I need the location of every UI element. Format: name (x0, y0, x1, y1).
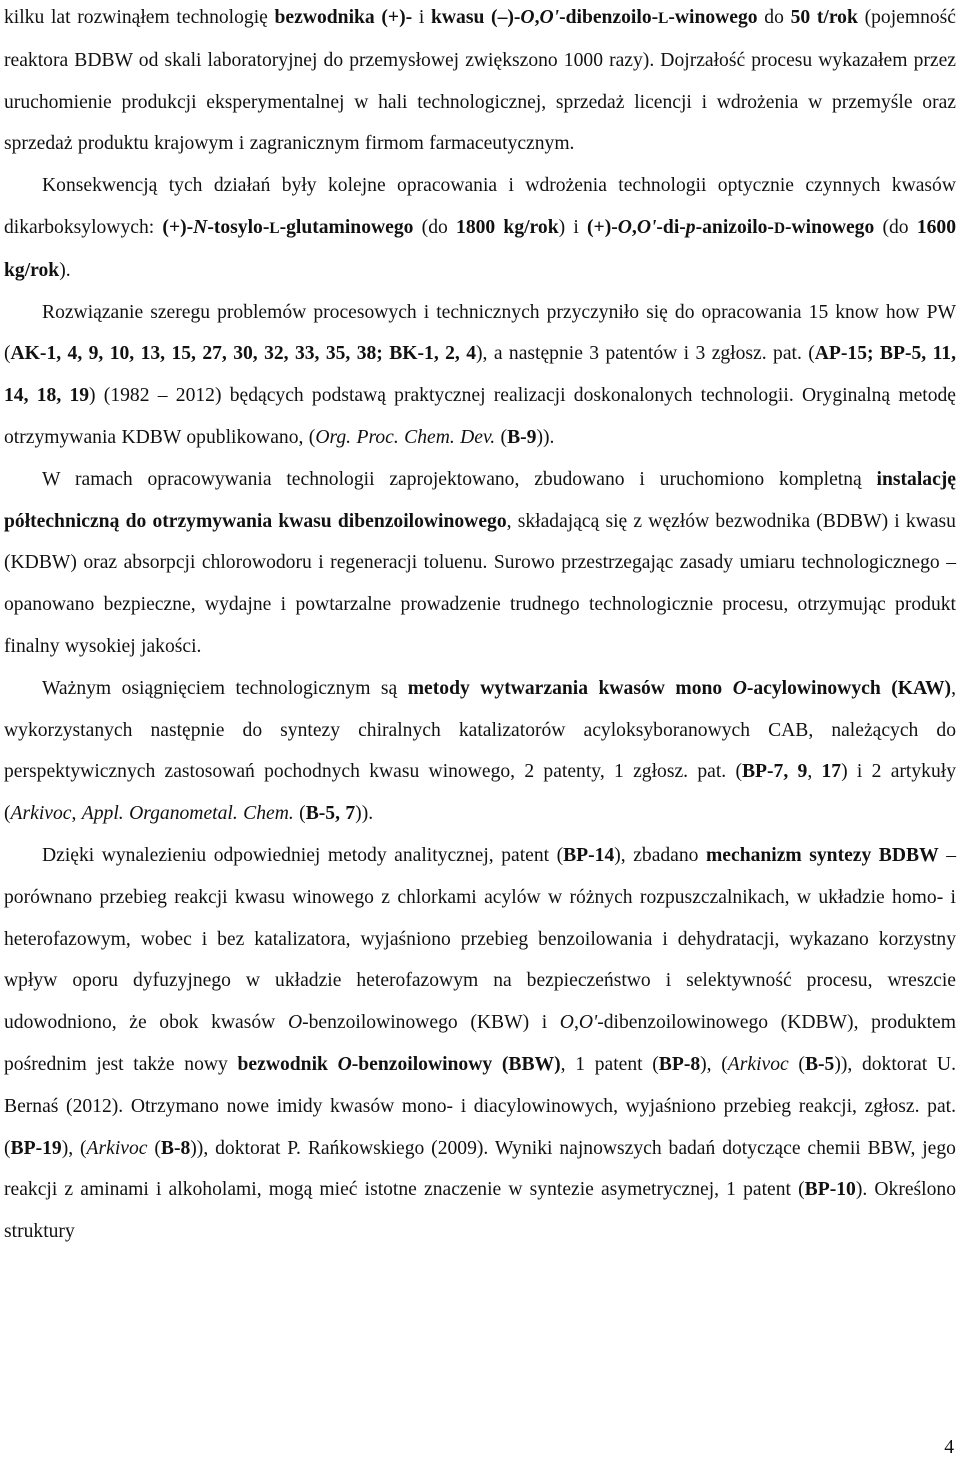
text-run: (do (874, 216, 917, 238)
italic-text-run: O' (578, 1012, 598, 1034)
bold-text-run: B-5, 7 (305, 803, 356, 825)
bold-text-run: O (337, 1053, 352, 1075)
text-run: ), ( (700, 1053, 728, 1075)
bold-text-run: -acylowinowych (KAW) (746, 677, 952, 699)
bold-text-run: kwasu (–)- (430, 7, 521, 28)
paragraph (4, 668, 956, 835)
bold-text-run: bezwodnika (+)- (274, 7, 413, 28)
text-run: – porównano przebieg reakcji kwasu winowego z chlorkami acylów w różnych rozpuszczalnikach, w układzie homo- i heterofazowym, wobec i bez katalizatora, wyjaśniono przebieg benzoilowania i dehydratacji, wykazano korzystny wpływ oporu dyfuzyjnego w układzie heterofazowym na bezpieczeństwo i selektywność procesu, wreszcie udowodniono, że obok kwasów (4, 844, 956, 1034)
bold-text-run: -winowego (785, 216, 875, 238)
text-run: ) (1982 – 2012) będących podstawą praktycznej realizacji doskonalonych technologii. Oryginalną metodę otrzymywania KDBW opublikowano, ( (4, 385, 956, 448)
text-run: Dzięki wynalezieniu odpowiedniej metody analitycznej, patent ( (42, 844, 564, 866)
bold-text-run: O' (539, 7, 560, 28)
italic-text-run: O (559, 1012, 574, 1034)
italic-text-run: Arkivoc (10, 803, 72, 825)
bold-text-run: mechanizm syntezy BDBW (705, 844, 939, 866)
bold-text-run: -glutaminowego (279, 216, 414, 238)
bold-text-run: p (685, 216, 696, 238)
bold-text-run: L (658, 10, 669, 27)
page-number: 4 (944, 1437, 954, 1458)
bold-text-run: L (269, 219, 280, 237)
text-run: -benzoilowinowego (KBW) i (302, 1012, 560, 1034)
italic-text-run: O (287, 1012, 303, 1034)
bold-text-run: B-9 (507, 426, 537, 448)
text-run: ), a następnie 3 patentów i 3 zgłosz. pat. ( (476, 343, 815, 365)
text-run: )). (355, 803, 374, 825)
text-run: )), doktorat P. Rańkowskiego (2009). Wyniki najnowszych badań dotyczące chemii BBW, jego reakcji z aminami i alkoholami, mogą mieć istotne znaczenie w syntezie asymetrycznej, 1 patent ( (4, 1137, 956, 1201)
bold-text-run: B-8 (160, 1137, 191, 1159)
paragraph (4, 292, 956, 459)
text-run: W ramach opracowywania technologii zaprojektowano, zbudowano i uruchomiono kompletną (42, 468, 877, 490)
bold-text-run: -di- (656, 216, 686, 238)
text-run: ), zbadano (614, 844, 706, 866)
text-run: , 1 patent ( (560, 1053, 659, 1075)
italic-text-run: Arkivoc (86, 1137, 148, 1159)
document-page (4, 0, 956, 1253)
bold-text-run: -anizoilo- (695, 216, 774, 238)
bold-text-run: metody wytwarzania kwasów mono (407, 677, 733, 699)
bold-text-run: O' (636, 216, 657, 238)
bold-text-run: 1600 kg/rok (4, 216, 957, 281)
text-run: ). (59, 259, 71, 281)
bold-text-run: -dibenzoilo- (559, 7, 659, 28)
bold-text-run: N (193, 216, 208, 238)
paragraph (4, 835, 956, 1253)
text-run: Ważnym osiągnięciem technologicznym są (42, 677, 408, 699)
text-run: i (412, 7, 431, 28)
bold-text-run: D (773, 219, 785, 237)
bold-text-run: 1800 kg/rok (456, 216, 559, 238)
italic-text-run: Org. Proc. Chem. Dev. (315, 426, 496, 448)
text-run: ) i 2 artykuły ( (4, 761, 957, 825)
bold-text-run: O (732, 677, 747, 699)
bold-text-run: AP-15; BP-5, 11, 14, 18, 19 (4, 343, 956, 407)
document-body (4, 0, 956, 1253)
text-run: ( (147, 1137, 161, 1159)
text-run: ( (788, 1053, 805, 1075)
text-run: ( (495, 426, 508, 448)
text-run: , składającą się z węzłów bezwodnika (BDBW) i kwasu (KDBW) oraz absorpcji chlorowodoru i regeneracji toluenu. Surowo przestrzegając zasady umiaru technologicznego – opanowano bezpieczne, wydajne i powtarzalne prowadzenie trudnego technologicznie procesu, otrzymując produkt finalny wysokiej jakości. (4, 510, 956, 657)
paragraph (4, 0, 956, 165)
italic-text-run: Appl. Organometal. Chem. (81, 803, 294, 825)
bold-text-run: 50 t/rok (790, 7, 858, 28)
text-run: )). (536, 426, 555, 448)
bold-text-run: BP-14 (563, 844, 615, 866)
text-run: , wykorzystanych następnie do syntezy chiralnych katalizatorów acyloksyboranowych CAB, należących do perspektywicznych zastosowań pochodnych kwasu winowego, 2 patenty, 1 zgłosz. pat. ( (4, 677, 956, 783)
text-run: ( (293, 803, 306, 825)
bold-text-run: O (617, 216, 632, 238)
bold-text-run: , (534, 7, 540, 28)
text-run: ). Określono struktury (4, 1179, 957, 1243)
text-run: do (757, 7, 791, 28)
bold-text-run: BP-7, 9 (741, 761, 808, 783)
bold-text-run: BP-8 (658, 1053, 701, 1075)
text-run: )), doktorat U. Bernaś (2012). Otrzymano nowe imidy kwasów mono- i diacylowinowych, wyjaśniono przebieg reakcji, zgłosz. pat. ( (4, 1053, 956, 1159)
text-run: kilku lat rozwinąłem technologię (4, 7, 275, 28)
bold-text-run: , (631, 216, 637, 238)
bold-text-run: (+)- (587, 216, 618, 238)
text-run: Konsekwencją tych działań były kolejne opracowania i wdrożenia technologii optycznie czynnych kwasów dikarboksylowych: (4, 175, 956, 238)
italic-text-run: Arkivoc (727, 1053, 789, 1075)
text-run: -dibenzoilowinowego (KDBW), produktem pośrednim jest także nowy (4, 1012, 956, 1075)
text-run: ), ( (61, 1137, 87, 1159)
bold-text-run: -tosylo- (207, 216, 270, 238)
bold-text-run: BP-19 (10, 1137, 62, 1159)
bold-text-run: instalację półtechniczną do otrzymywania kwasu dibenzoilowinowego (4, 468, 956, 532)
bold-text-run: O (520, 7, 535, 28)
text-run: (do (413, 216, 457, 238)
paragraph (4, 459, 956, 668)
text-run: , (573, 1012, 579, 1034)
bold-text-run: (+)- (162, 216, 194, 238)
bold-text-run: -winowego (668, 7, 758, 28)
text-run: Rozwiązanie szeregu problemów procesowych i technicznych przyczyniło się do opracowania 15 know how PW ( (4, 301, 956, 365)
bold-text-run: B-5 (804, 1053, 835, 1075)
text-run: ) i (558, 216, 587, 238)
bold-text-run: bezwodnik (237, 1053, 338, 1075)
text-run: , (71, 803, 82, 825)
bold-text-run: AK-1, 4, 9, 10, 13, 15, 27, 30, 32, 33, 35, 38; BK-1, 2, 4 (10, 343, 477, 365)
bold-text-run: -benzoilowinowy (BBW) (351, 1053, 561, 1075)
text-run: (pojemność reaktora BDBW od skali laboratoryjnej do przemysłowej zwiększono 1000 razy). Dojrzałość procesu wykazałem przez uruchomienie produkcji eksperymentalnej w hali technologicznej, sprzedaż licencji i wdrożenia w przemyśle oraz sprzedaż produktu krajowym i zagranicznym firmom farmaceutycznym. (4, 7, 956, 155)
paragraph (4, 165, 956, 291)
bold-text-run: 17 (821, 761, 842, 783)
bold-text-run: BP-10 (804, 1179, 856, 1201)
text-run: , (807, 761, 822, 783)
